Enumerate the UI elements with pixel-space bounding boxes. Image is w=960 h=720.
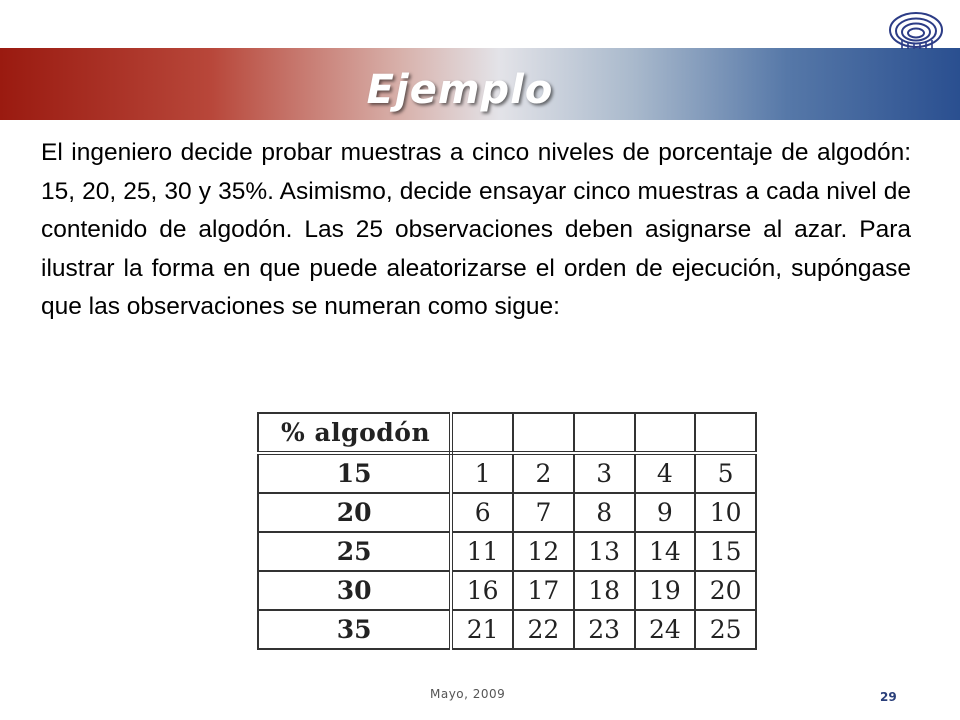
observation-cell: 18 [574,571,635,610]
observation-cell: 16 [451,571,513,610]
observation-cell: 14 [635,532,696,571]
observation-cell: 17 [513,571,574,610]
level-cell: 25 [258,532,451,571]
table-header-row [258,413,756,453]
observation-cell: 4 [635,453,696,493]
observation-cell: 20 [695,571,756,610]
header-blank-cell [635,413,696,453]
table-row [258,493,756,532]
header-blank-cell [574,413,635,453]
observation-cell: 7 [513,493,574,532]
observation-cell: 23 [574,610,635,649]
observation-cell: 25 [695,610,756,649]
observation-cell: 24 [635,610,696,649]
observation-cell: 11 [451,532,513,571]
observation-cell: 3 [574,453,635,493]
observation-cell: 19 [635,571,696,610]
observation-cell: 13 [574,532,635,571]
observation-cell: 12 [513,532,574,571]
table-row [258,610,756,649]
observation-cell: 10 [695,493,756,532]
header-cotton-percent: % algodón [258,413,451,453]
page-number: 29 [880,690,897,704]
observation-cell: 1 [451,453,513,493]
table-row [258,532,756,571]
university-logo-icon [888,10,944,50]
observation-cell: 6 [451,493,513,532]
slide-title: Ejemplo [366,67,554,113]
observation-cell: 22 [513,610,574,649]
table-row [258,453,756,493]
level-cell: 35 [258,610,451,649]
observation-cell: 8 [574,493,635,532]
observation-cell: 21 [451,610,513,649]
header-blank-cell [695,413,756,453]
level-cell: 30 [258,571,451,610]
observation-cell: 2 [513,453,574,493]
header-blank-cell [513,413,574,453]
footer-date: Mayo, 2009 [430,687,506,701]
level-cell: 15 [258,453,451,493]
header-blank-cell [451,413,513,453]
observations-table [257,412,757,642]
observation-cell: 5 [695,453,756,493]
observation-cell: 15 [695,532,756,571]
body-paragraph: El ingeniero decide probar muestras a cinco niveles de porcentaje de algodón: 15, 20, 25, 30 y 35%. Asimismo, decide ensayar cinco muestras a cada nivel de contenido de algodón. Las 25 observaciones deben asignarse al azar. Para ilustrar la forma en que puede aleatorizarse el orden de ejecución, supóngase que las observaciones se numeran como sigue: [41,139,911,320]
table-row [258,571,756,610]
level-cell: 20 [258,493,451,532]
observation-cell: 9 [635,493,696,532]
